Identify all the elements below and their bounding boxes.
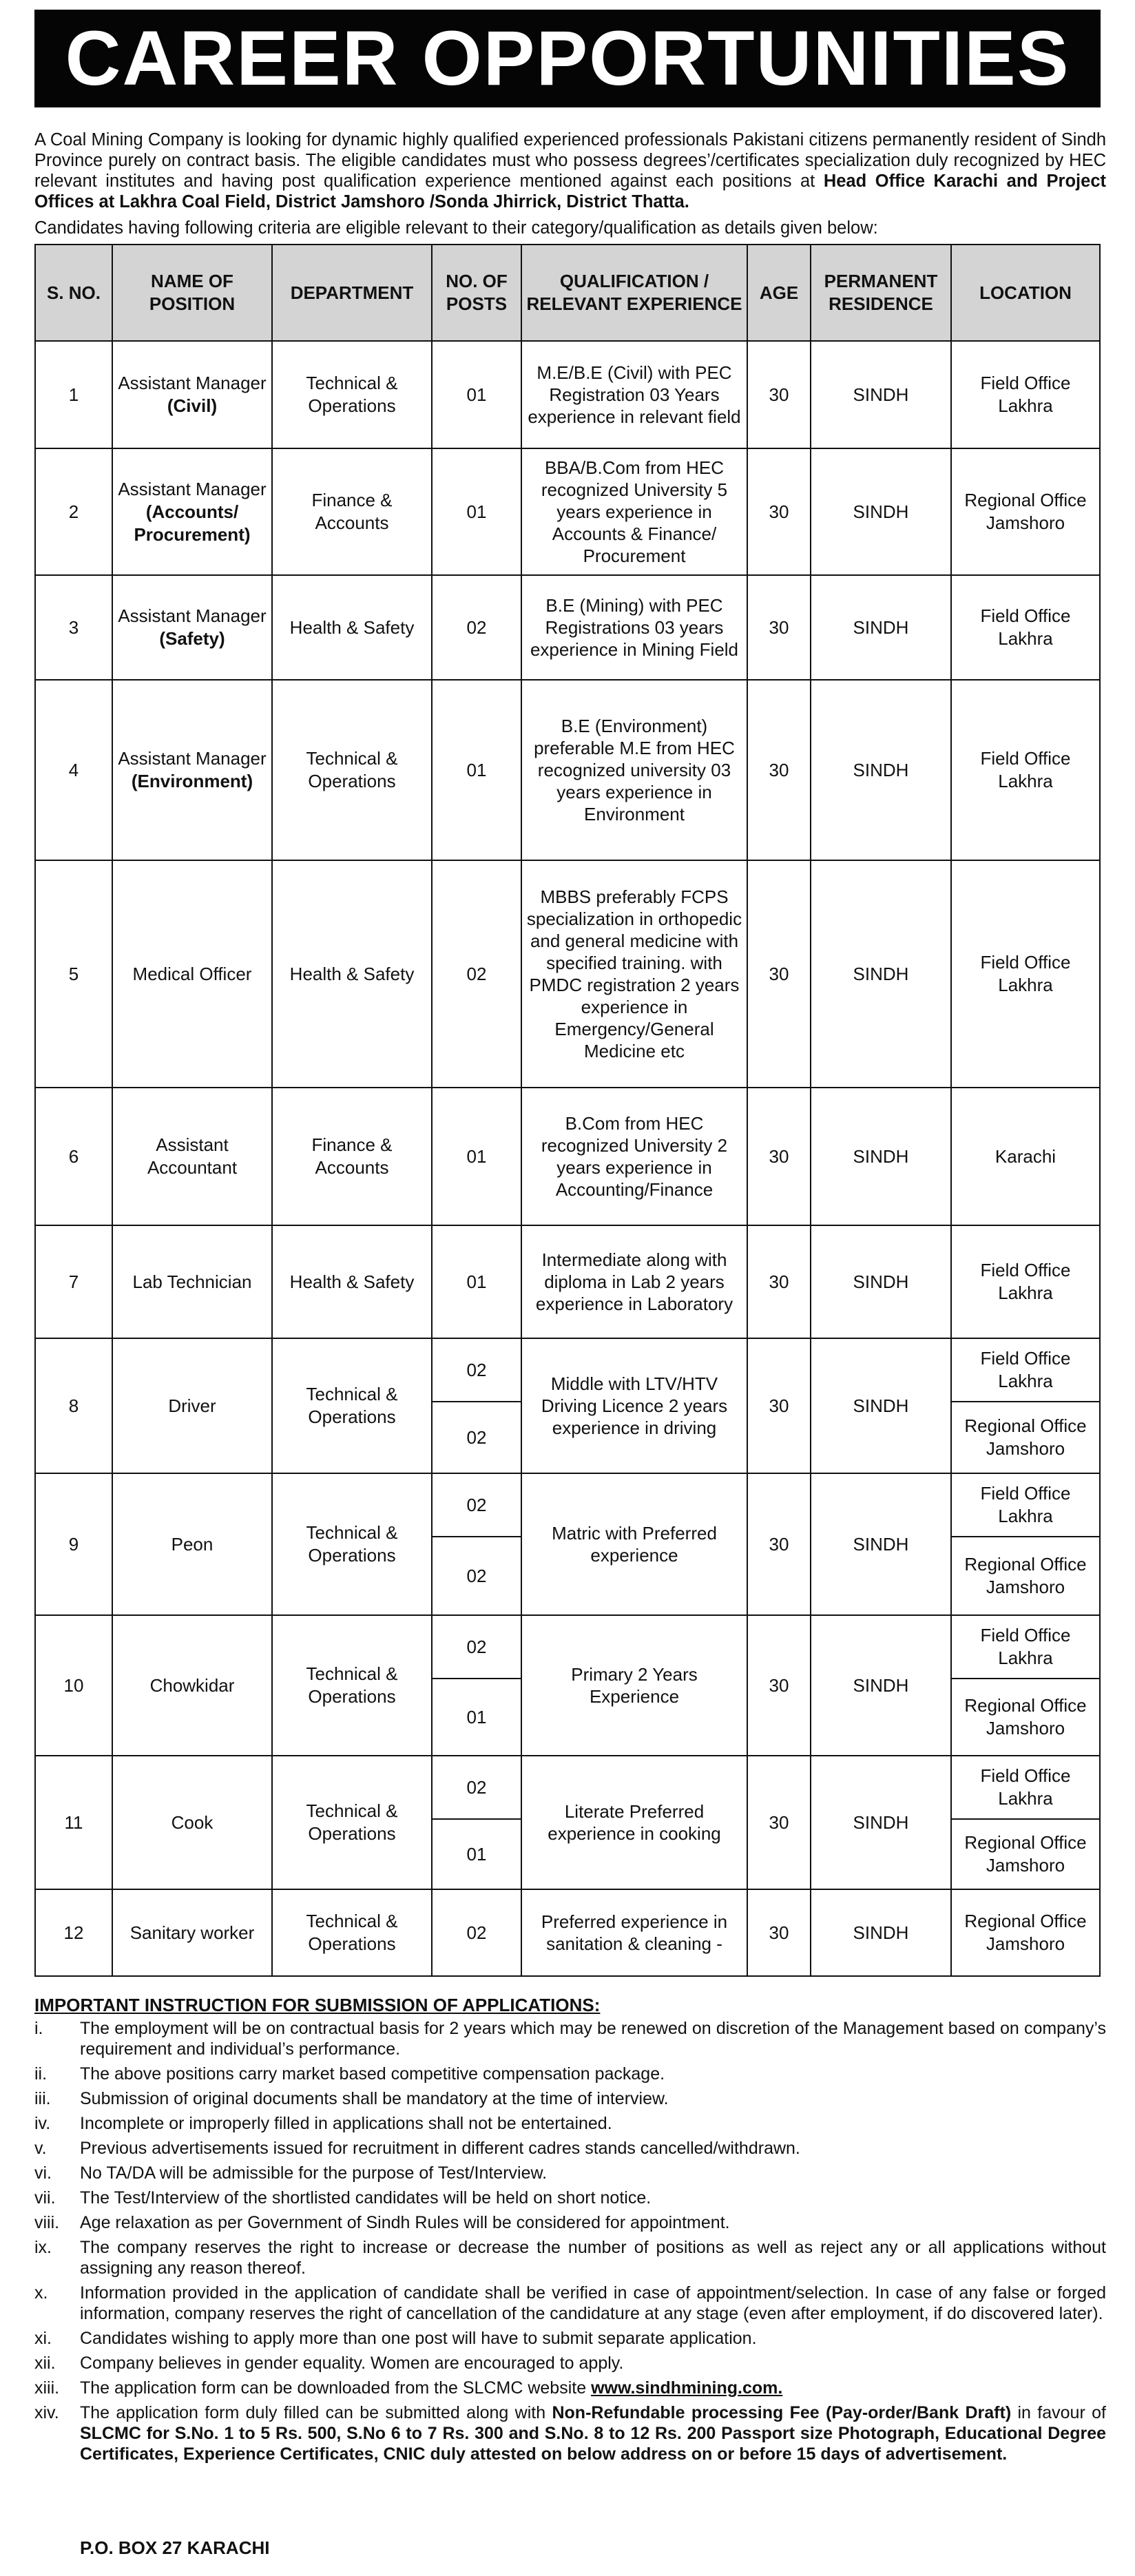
cell-posts: 02 bbox=[432, 1402, 521, 1473]
table-row bbox=[35, 1756, 1100, 1819]
cell-age: 30 bbox=[747, 860, 811, 1088]
list-item: xi. Candidates wishing to apply more than one post will have to submit separate application. bbox=[34, 2329, 757, 2348]
cell-posts: 01 bbox=[432, 680, 521, 860]
cell-location: Regional Office Jamshoro bbox=[951, 448, 1100, 575]
list-item: i. The employment will be on contractual basis for 2 years which may be renewed on discretion of the Management based on company’s requirement and individual’s performance. bbox=[34, 2019, 1106, 2059]
cell-qualification: B.E (Environment) preferable M.E from HEC recognized university 03 years experience in Environment bbox=[521, 680, 747, 860]
cell-department: Health & Safety bbox=[272, 575, 432, 680]
header-qualification: QUALIFICATION / RELEVANT EXPERIENCE bbox=[521, 245, 747, 341]
cell-residence: SINDH bbox=[811, 1088, 951, 1225]
cell-qualification: Primary 2 Years Experience bbox=[521, 1615, 747, 1756]
cell-age: 30 bbox=[747, 1225, 811, 1338]
cell-location: Field Office Lakhra bbox=[951, 1756, 1100, 1819]
cell-qualification: MBBS preferably FCPS specialization in orthopedic and general medicine with specified training. with PMDC registration 2 years experience in Emergency/General Medicine etc bbox=[521, 860, 747, 1088]
cell-location: Field Office Lakhra bbox=[951, 575, 1100, 680]
cell-location: Field Office Lakhra bbox=[951, 1615, 1100, 1679]
cell-residence: SINDH bbox=[811, 1756, 951, 1889]
cell-position: Cook bbox=[112, 1756, 272, 1889]
cell-position: Assistant Manager (Safety) bbox=[112, 575, 272, 680]
cell-sno: 7 bbox=[35, 1225, 112, 1338]
cell-age: 30 bbox=[747, 341, 811, 448]
cell-qualification: Preferred experience in sanitation & cleaning - bbox=[521, 1889, 747, 1976]
website-link[interactable]: www.sindhmining.com. bbox=[591, 2378, 783, 2398]
cell-age: 30 bbox=[747, 1338, 811, 1473]
cell-position: Driver bbox=[112, 1338, 272, 1473]
cell-position: Assistant Manager (Accounts/ Procurement) bbox=[112, 448, 272, 575]
title-banner bbox=[34, 10, 1101, 107]
cell-posts: 01 bbox=[432, 1819, 521, 1889]
table-row bbox=[35, 448, 1100, 575]
cell-qualification: M.E/B.E (Civil) with PEC Registration 03 Years experience in relevant field bbox=[521, 341, 747, 448]
cell-posts: 02 bbox=[432, 575, 521, 680]
cell-posts: 02 bbox=[432, 1473, 521, 1537]
cell-sno: 4 bbox=[35, 680, 112, 860]
header-residence: PERMANENT RESIDENCE bbox=[811, 245, 951, 341]
cell-sno: 1 bbox=[35, 341, 112, 448]
cell-department: Technical & Operations bbox=[272, 341, 432, 448]
cell-department: Health & Safety bbox=[272, 860, 432, 1088]
cell-posts: 01 bbox=[432, 1679, 521, 1756]
cell-qualification: B.Com from HEC recognized University 2 years experience in Accounting/Finance bbox=[521, 1088, 747, 1225]
cell-sno: 2 bbox=[35, 448, 112, 575]
cell-position: Medical Officer bbox=[112, 860, 272, 1088]
intro-paragraph bbox=[34, 129, 1106, 212]
cell-age: 30 bbox=[747, 1756, 811, 1889]
cell-age: 30 bbox=[747, 1473, 811, 1615]
cell-location: Field Office Lakhra bbox=[951, 680, 1100, 860]
table-row bbox=[35, 1615, 1100, 1679]
cell-location: Regional Office Jamshoro bbox=[951, 1537, 1100, 1615]
cell-department: Finance & Accounts bbox=[272, 1088, 432, 1225]
cell-residence: SINDH bbox=[811, 341, 951, 448]
cell-department: Finance & Accounts bbox=[272, 448, 432, 575]
cell-posts: 02 bbox=[432, 1615, 521, 1679]
table-row bbox=[35, 341, 1100, 448]
instructions-list bbox=[34, 2018, 1106, 2469]
cell-position: Sanitary worker bbox=[112, 1889, 272, 1976]
cell-residence: SINDH bbox=[811, 1615, 951, 1756]
cell-qualification: B.E (Mining) with PEC Registrations 03 years experience in Mining Field bbox=[521, 575, 747, 680]
cell-sno: 12 bbox=[35, 1889, 112, 1976]
po-box-address: P.O. BOX 27 KARACHI bbox=[80, 2537, 270, 2558]
cell-sno: 10 bbox=[35, 1615, 112, 1756]
cell-sno: 11 bbox=[35, 1756, 112, 1889]
table-row bbox=[35, 1088, 1100, 1225]
list-item: vii. The Test/Interview of the shortlisted candidates will be held on short notice. bbox=[34, 2188, 652, 2208]
cell-department: Technical & Operations bbox=[272, 1756, 432, 1889]
cell-posts: 01 bbox=[432, 448, 521, 575]
cell-department: Technical & Operations bbox=[272, 1473, 432, 1615]
intro-offices: Head Office Karachi and Project Offices at Lakhra Coal Field, District Jamshoro /Sonda Jhirrick, District Thatta. bbox=[34, 172, 1106, 211]
cell-position: Lab Technician bbox=[112, 1225, 272, 1338]
header-position: NAME OF POSITION bbox=[112, 245, 272, 341]
cell-position: Peon bbox=[112, 1473, 272, 1615]
cell-qualification: Middle with LTV/HTV Driving Licence 2 years experience in driving bbox=[521, 1338, 747, 1473]
cell-posts: 02 bbox=[432, 1537, 521, 1615]
cell-residence: SINDH bbox=[811, 1338, 951, 1473]
table-header-row bbox=[35, 245, 1100, 341]
cell-location: Regional Office Jamshoro bbox=[951, 1889, 1100, 1976]
list-item: ii. The above positions carry market based competitive compensation package. bbox=[34, 2064, 665, 2084]
table-row bbox=[35, 575, 1100, 680]
cell-age: 30 bbox=[747, 1889, 811, 1976]
cell-residence: SINDH bbox=[811, 575, 951, 680]
list-item: xiv. The application form duly filled can be submitted along with Non-Refundable processing Fee (Pay-order/Bank Draft) in favour of SLCMC for S.No. 1 to 5 Rs. 500, S.No 6 to 7 Rs. 300 and S.No. 8 to 12 Rs. 200 Passport size Photograph, Educational Degree Certificates, Experience Certificates, CNIC duly attested on below address on or before 15 days of advertisement. bbox=[34, 2403, 1106, 2464]
list-item: x. Information provided in the application of candidate shall be verified in case of appointment/selection. In case of any false or forged information, company reserves the right of cancellation of the candidature at any stage (even after employment, if do discovered later). bbox=[34, 2283, 1106, 2323]
cell-location: Field Office Lakhra bbox=[951, 860, 1100, 1088]
cell-department: Technical & Operations bbox=[272, 680, 432, 860]
list-item: iii. Submission of original documents shall be mandatory at the time of interview. bbox=[34, 2089, 669, 2108]
cell-residence: SINDH bbox=[811, 1889, 951, 1976]
header-age: AGE bbox=[747, 245, 811, 341]
cell-qualification: BBA/B.Com from HEC recognized University 5 years experience in Accounts & Finance/ Procurement bbox=[521, 448, 747, 575]
cell-residence: SINDH bbox=[811, 1473, 951, 1615]
cell-location: Field Office Lakhra bbox=[951, 1473, 1100, 1537]
cell-posts: 01 bbox=[432, 1088, 521, 1225]
cell-sno: 6 bbox=[35, 1088, 112, 1225]
criteria-line: Candidates having following criteria are eligible relevant to their category/qualification as details given below: bbox=[34, 218, 878, 238]
cell-sno: 5 bbox=[35, 860, 112, 1088]
cell-location: Regional Office Jamshoro bbox=[951, 1679, 1100, 1756]
cell-qualification: Matric with Preferred experience bbox=[521, 1473, 747, 1615]
cell-sno: 3 bbox=[35, 575, 112, 680]
cell-location: Field Office Lakhra bbox=[951, 341, 1100, 448]
cell-age: 30 bbox=[747, 1615, 811, 1756]
header-posts: NO. OF POSTS bbox=[432, 245, 521, 341]
table-row bbox=[35, 1889, 1100, 1976]
table-row bbox=[35, 680, 1100, 860]
header-location: LOCATION bbox=[951, 245, 1100, 341]
cell-posts: 01 bbox=[432, 1225, 521, 1338]
cell-age: 30 bbox=[747, 448, 811, 575]
cell-posts: 02 bbox=[432, 1889, 521, 1976]
list-item: v. Previous advertisements issued for recruitment in different cadres stands cancelled/withdrawn. bbox=[34, 2139, 800, 2158]
page-title: CAREER OPPORTUNITIES bbox=[65, 15, 1070, 101]
cell-posts: 02 bbox=[432, 1756, 521, 1819]
cell-residence: SINDH bbox=[811, 1225, 951, 1338]
cell-residence: SINDH bbox=[811, 448, 951, 575]
cell-department: Technical & Operations bbox=[272, 1889, 432, 1976]
header-department: DEPARTMENT bbox=[272, 245, 432, 341]
cell-age: 30 bbox=[747, 1088, 811, 1225]
cell-position: Assistant Manager (Civil) bbox=[112, 341, 272, 448]
list-item: vi. No TA/DA will be admissible for the purpose of Test/Interview. bbox=[34, 2163, 548, 2183]
list-item: xii. Company believes in gender equality. Women are encouraged to apply. bbox=[34, 2354, 624, 2373]
cell-location: Regional Office Jamshoro bbox=[951, 1819, 1100, 1889]
instructions-title: IMPORTANT INSTRUCTION FOR SUBMISSION OF APPLICATIONS: bbox=[34, 1995, 601, 2015]
cell-age: 30 bbox=[747, 575, 811, 680]
cell-posts: 02 bbox=[432, 860, 521, 1088]
list-item: xiii. The application form can be downloaded from the SLCMC website www.sindhmining.com. bbox=[34, 2378, 783, 2398]
cell-position: Assistant Accountant bbox=[112, 1088, 272, 1225]
cell-location: Regional Office Jamshoro bbox=[951, 1402, 1100, 1473]
cell-qualification: Intermediate along with diploma in Lab 2 years experience in Laboratory bbox=[521, 1225, 747, 1338]
jobs-table bbox=[34, 244, 1101, 1977]
cell-position: Assistant Manager (Environment) bbox=[112, 680, 272, 860]
list-item: ix. The company reserves the right to increase or decrease the number of positions as well as reject any or all applications without assigning any reason thereof. bbox=[34, 2238, 1106, 2278]
cell-position: Chowkidar bbox=[112, 1615, 272, 1756]
header-sno: S. NO. bbox=[35, 245, 112, 341]
cell-department: Technical & Operations bbox=[272, 1338, 432, 1473]
cell-residence: SINDH bbox=[811, 680, 951, 860]
table-row bbox=[35, 1473, 1100, 1537]
table-row bbox=[35, 1338, 1100, 1402]
intro-text: A Coal Mining Company is looking for dynamic highly qualified experienced professionals Pakistani citizens permanently resident of Sindh Province purely on contract basis. The eligible candidates must who possess degrees’/certificates specialization duly recognized by HEC relevant institutes and having post qualification experience mentioned against each positions at bbox=[34, 130, 1106, 191]
cell-department: Health & Safety bbox=[272, 1225, 432, 1338]
table-row bbox=[35, 1225, 1100, 1338]
list-item: iv. Incomplete or improperly filled in applications shall not be entertained. bbox=[34, 2114, 612, 2133]
table-row bbox=[35, 860, 1100, 1088]
cell-posts: 01 bbox=[432, 341, 521, 448]
cell-location: Karachi bbox=[951, 1088, 1100, 1225]
list-item: viii. Age relaxation as per Government of Sindh Rules will be considered for appointment. bbox=[34, 2213, 730, 2232]
cell-location: Field Office Lakhra bbox=[951, 1225, 1100, 1338]
cell-sno: 8 bbox=[35, 1338, 112, 1473]
cell-residence: SINDH bbox=[811, 860, 951, 1088]
cell-sno: 9 bbox=[35, 1473, 112, 1615]
cell-location: Field Office Lakhra bbox=[951, 1338, 1100, 1402]
cell-qualification: Literate Preferred experience in cooking bbox=[521, 1756, 747, 1889]
cell-department: Technical & Operations bbox=[272, 1615, 432, 1756]
cell-posts: 02 bbox=[432, 1338, 521, 1402]
cell-age: 30 bbox=[747, 680, 811, 860]
